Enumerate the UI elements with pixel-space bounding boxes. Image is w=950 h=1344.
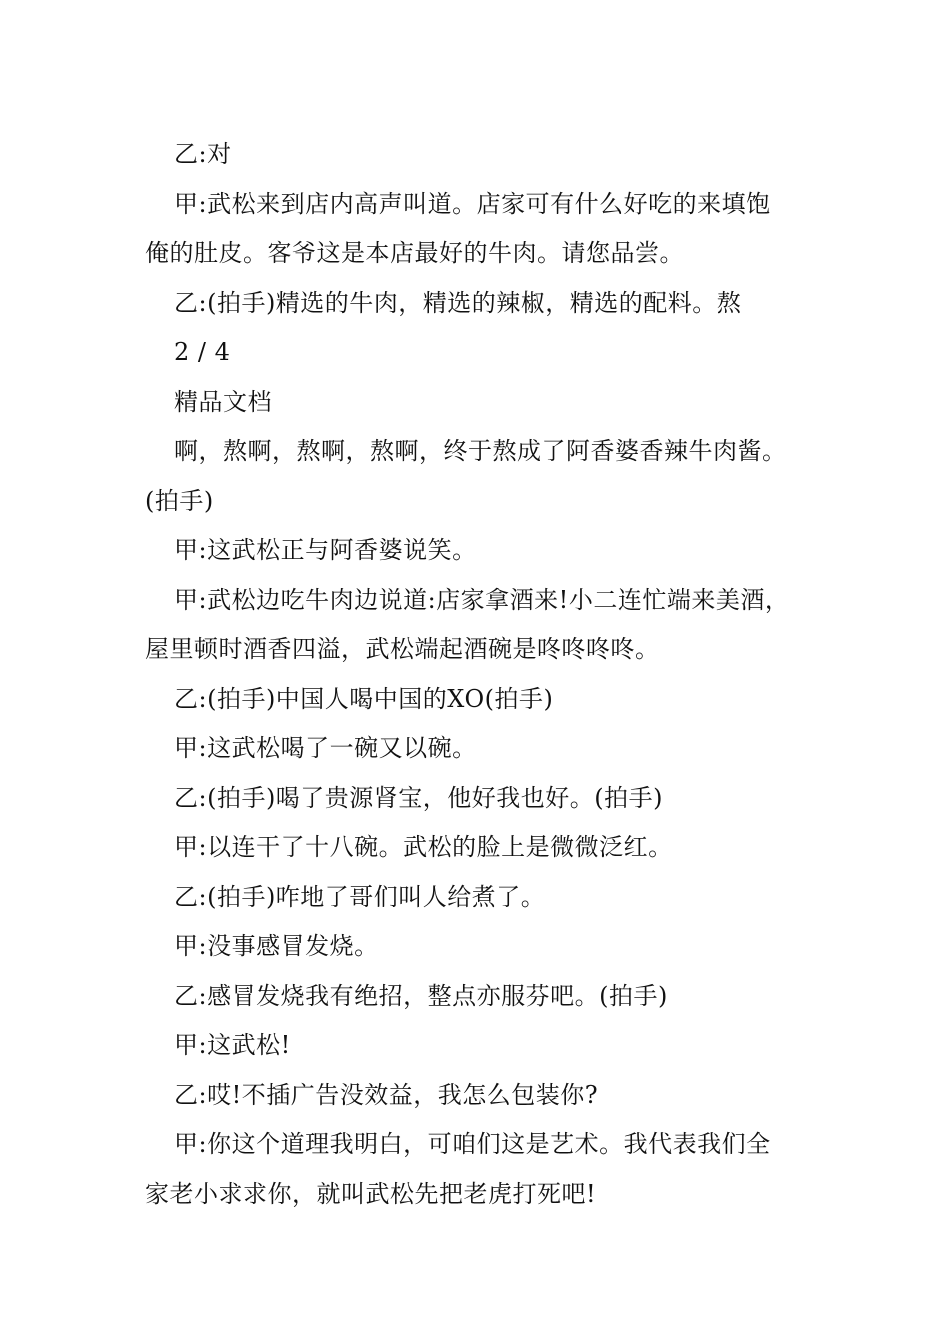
document-body: [145, 130, 815, 1219]
text-line: 乙:对: [174, 140, 232, 168]
text-line: 乙:(拍手)咋地了哥们叫人给煮了。: [174, 882, 546, 911]
text-line: 甲:这武松!: [174, 1031, 291, 1059]
text-line: 乙:(拍手)中国人喝中国的XO(拍手): [174, 684, 554, 713]
text-line: 乙:(拍手)精选的牛肉，精选的辣椒，精选的配料。熬: [174, 288, 742, 317]
document-header: 精品文档: [174, 387, 272, 416]
text-line: (拍手): [145, 486, 214, 515]
text-line: 乙:哎!不插广告没效益，我怎么包装你?: [174, 1080, 599, 1109]
text-line: 家老小求求你，就叫武松先把老虎打死吧!: [145, 1179, 597, 1208]
text-line: 甲:武松来到店内高声叫道。店家可有什么好吃的来填饱: [174, 189, 771, 218]
text-line: 甲:武松边吃牛肉边说道:店家拿酒来!小二连忙端来美酒，: [174, 585, 790, 614]
text-line: 甲:这武松喝了一碗又以碗。: [174, 734, 477, 762]
text-line: 屋里顿时酒香四溢，武松端起酒碗是咚咚咚咚。: [145, 635, 660, 663]
text-line: 啊，熬啊，熬啊，熬啊，终于熬成了阿香婆香辣牛肉酱。: [174, 437, 787, 465]
text-line: 甲:以连干了十八碗。武松的脸上是微微泛红。: [174, 833, 673, 861]
text-line: 乙:感冒发烧我有绝招，整点亦服芬吧。(拍手): [174, 981, 668, 1010]
page-number: 2 / 4: [174, 338, 231, 366]
text-line: 甲:没事感冒发烧。: [174, 932, 379, 960]
text-line: 俺的肚皮。客爷这是本店最好的牛肉。请您品尝。: [145, 239, 684, 267]
text-line: 甲:你这个道理我明白，可咱们这是艺术。我代表我们全: [174, 1130, 771, 1158]
text-line: 甲:这武松正与阿香婆说笑。: [174, 536, 477, 564]
text-line: 乙:(拍手)喝了贵源肾宝，他好我也好。(拍手): [174, 783, 664, 812]
